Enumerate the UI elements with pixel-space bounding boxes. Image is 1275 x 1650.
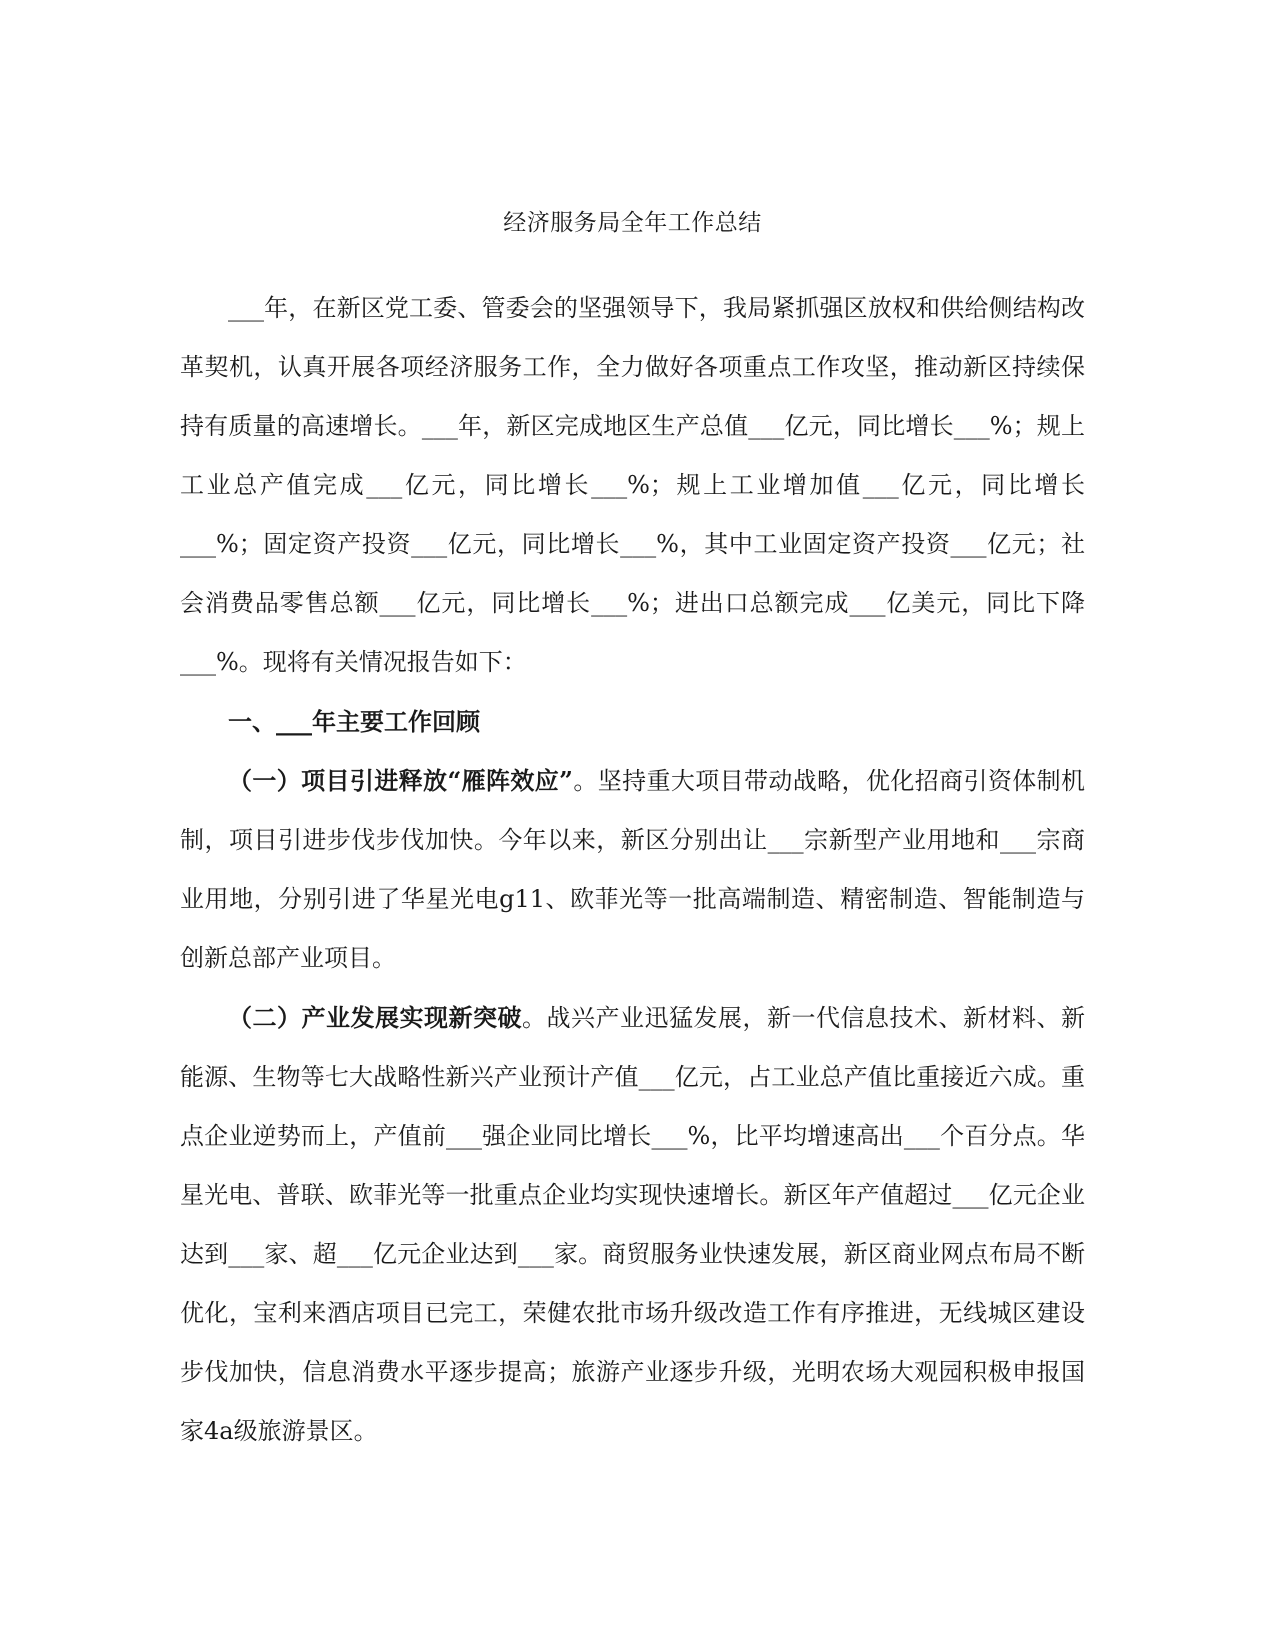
document-title: 经济服务局全年工作总结 (503, 210, 762, 236)
paragraph-text: 。战兴产业迅猛发展，新一代信息技术、新材料、新能源、生物等七大战略性新兴产业预计产值___亿元，占工业总产值比重接近六成。重点企业逆势而上，产值前___强企业同比增长___%，比平均增速高出___个百分点。华星光电、普联、欧菲光等一批重点企业均实现快速增长。新区年产值超过___亿元企业达到___家、超___亿元企业达到___家。商贸服务业快速发展，新区商业网点布局不断优化，宝利来酒店项目已完工，荣健农批市场升级改造工作有序推进，无线城区建设步伐加快，信息消费水平逐步提高；旅游产业逐步升级，光明农场大观园积极申报国家4a级旅游景区。 (180, 1004, 1085, 1445)
section-heading-text: 一、___年主要工作回顾 (228, 707, 480, 736)
paragraph-text: 。坚持重大项目带动战略，优化招商引资体制机制，项目引进步伐步伐加快。今年以来，新区分别出让___宗新型产业用地和___宗商业用地，分别引进了华星光电g11、欧菲光等一批高端制造、精密制造、智能制造与创新总部产业项目。 (180, 767, 1086, 972)
intro-paragraph (180, 278, 1085, 692)
document-page (180, 0, 1085, 1650)
paragraph-text: ___年，在新区党工委、管委会的坚强领导下，我局紧抓强区放权和供给侧结构改革契机，认真开展各项经济服务工作，全力做好各项重点工作攻坚，推动新区持续保持有质量的高速增长。___年，新区完成地区生产总值___亿元，同比增长___%；规上工业总产值完成___亿元，同比增长___%；规上工业增加值___亿元，同比增长___%；固定资产投资___亿元，同比增长___%，其中工业固定资产投资___亿元；社会消费品零售总额___亿元，同比增长___%；进出口总额完成___亿美元，同比下降___%。现将有关情况报告如下： (180, 294, 1085, 676)
document-body (180, 278, 1085, 1461)
paragraph-lead: （一）项目引进释放“雁阵效应” (228, 766, 573, 795)
item-paragraph-2 (180, 988, 1085, 1461)
section-heading (180, 692, 1085, 751)
item-paragraph-1 (180, 751, 1085, 988)
paragraph-lead: （二）产业发展实现新突破 (228, 1003, 522, 1032)
